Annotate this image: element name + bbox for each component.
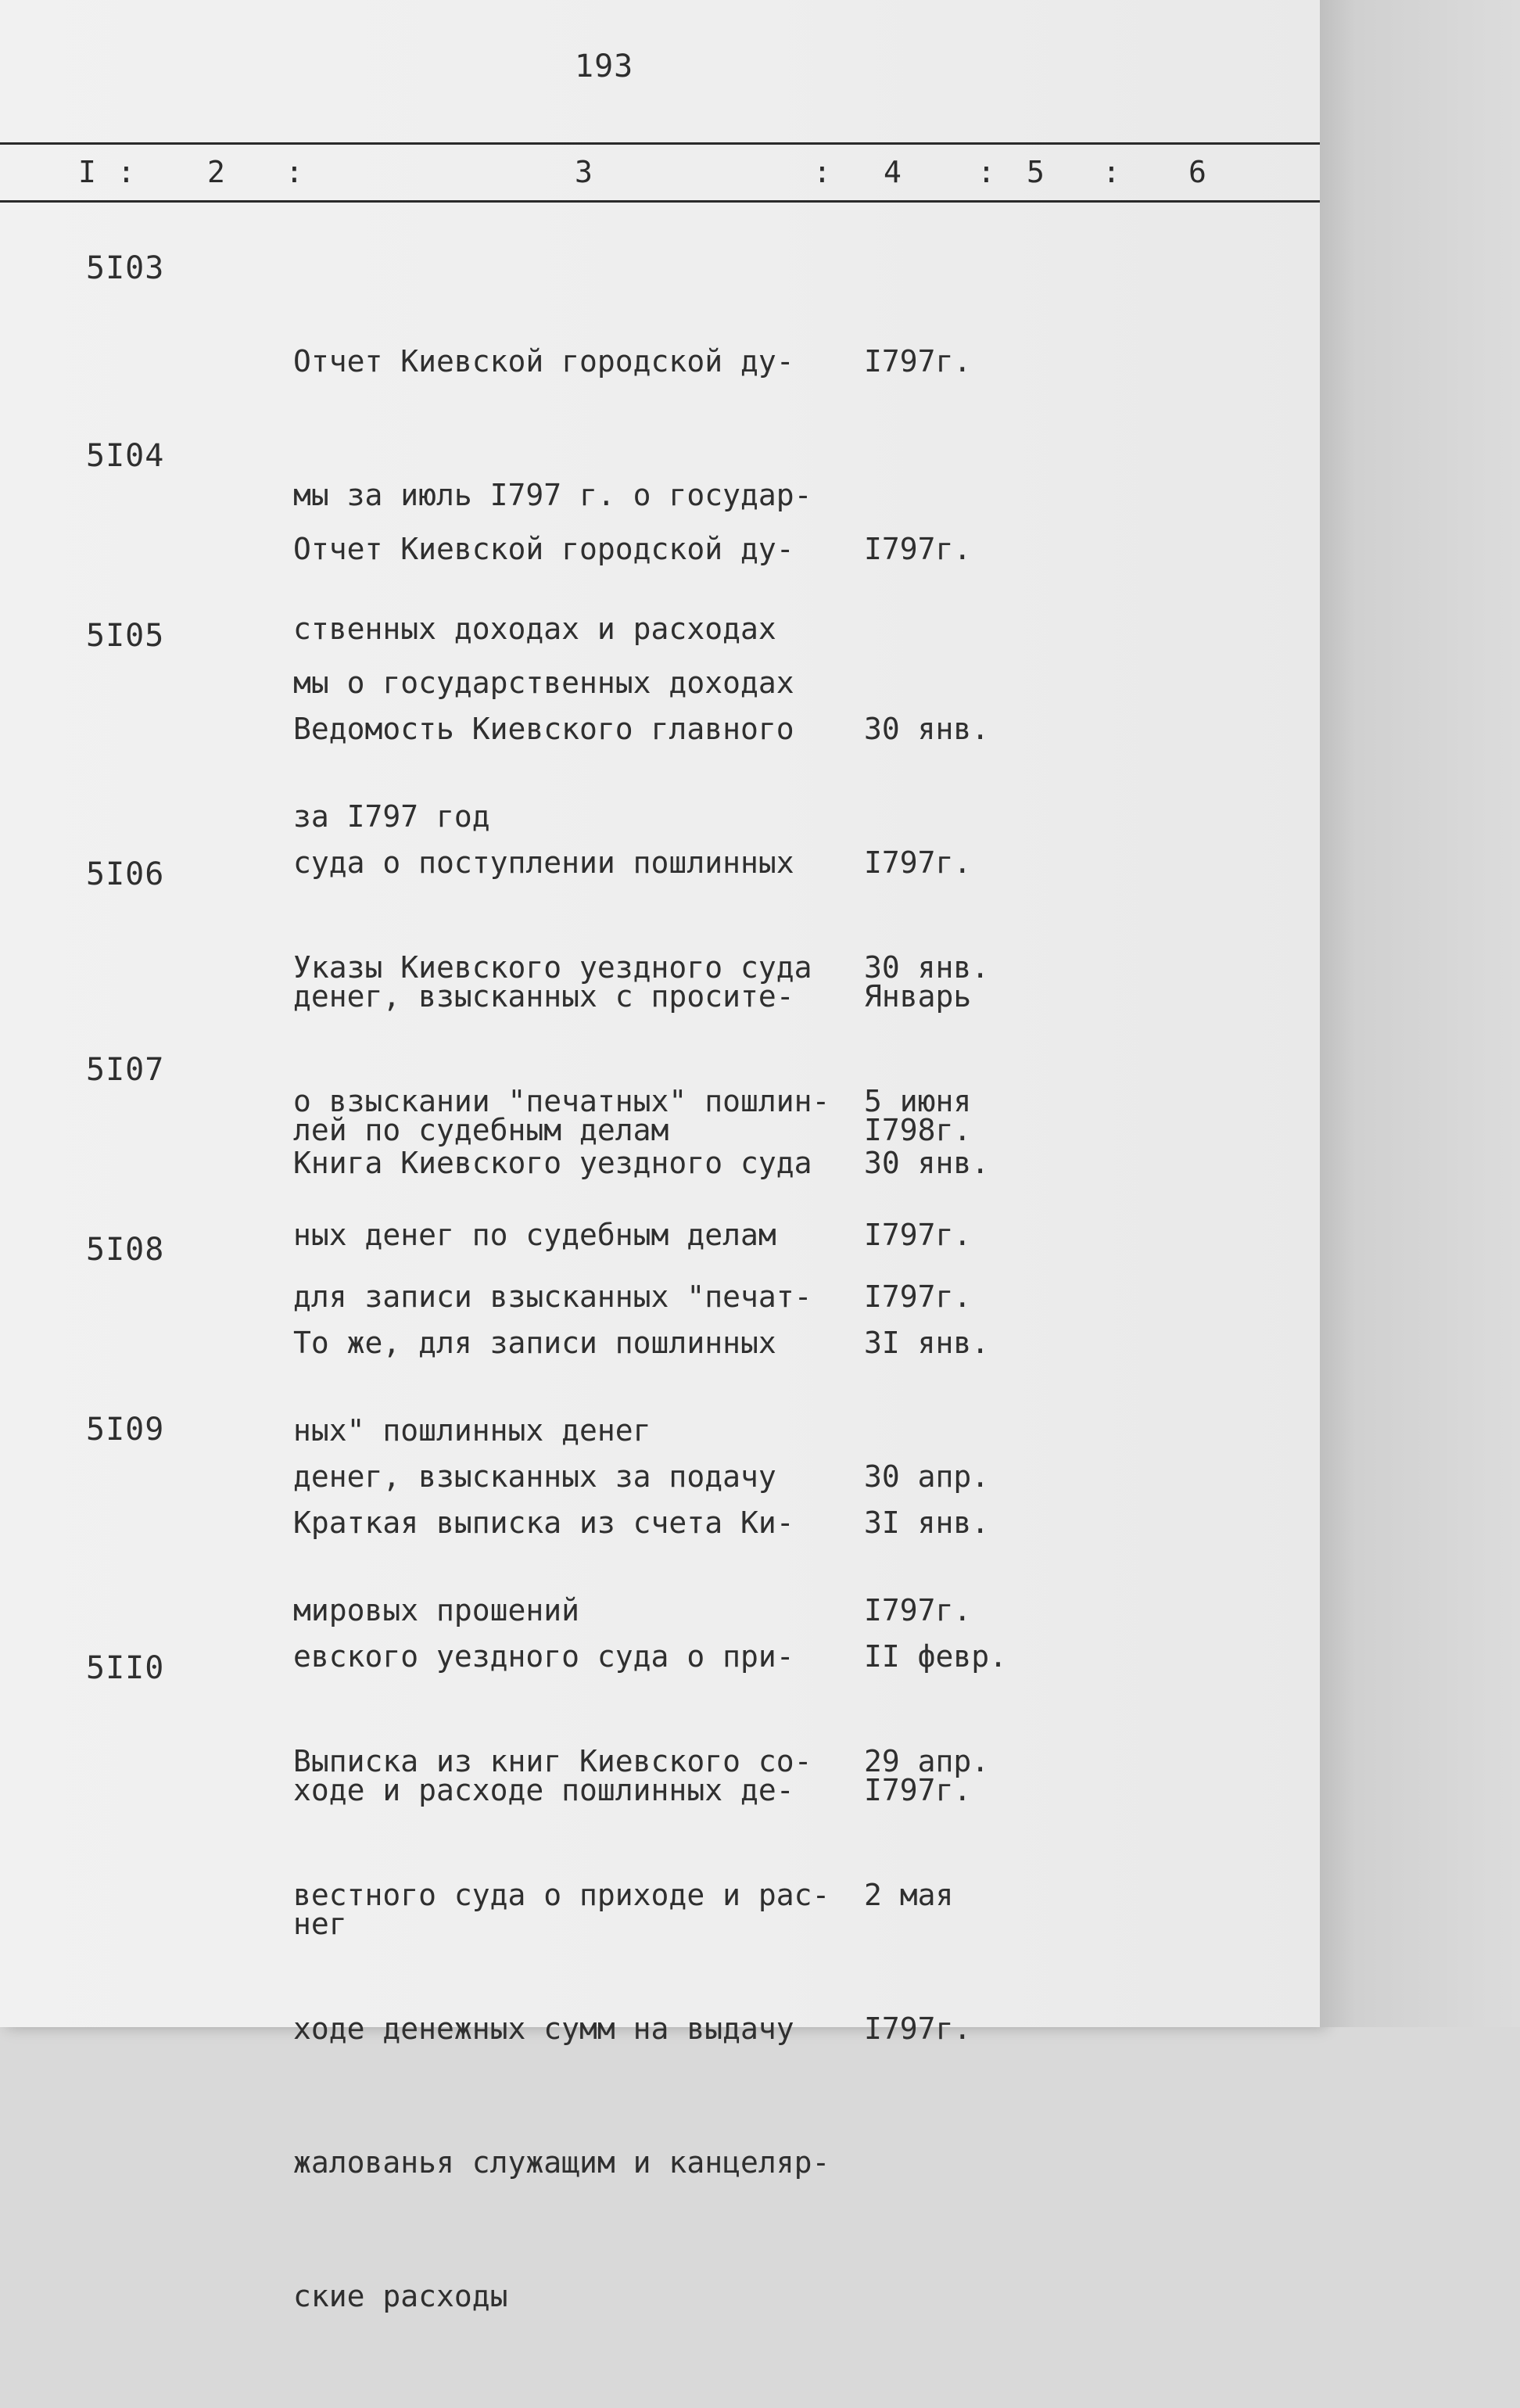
entry-title-line: Книга Киевского уездного суда	[293, 1146, 812, 1180]
column-header-separator: :	[117, 155, 135, 189]
entry-date-line: 30 янв.	[864, 1146, 990, 1180]
entry-title-line: за I797 год	[293, 799, 490, 834]
entry-date-line: 29 апр.	[864, 1744, 990, 1778]
entry-number: 5I06	[86, 856, 165, 892]
entry-number: 5I04	[86, 438, 165, 474]
column-header-4: 4	[884, 155, 902, 189]
entry-date-line: 3I янв.	[864, 1326, 990, 1360]
entry-title-line: мы о государственных доходах	[293, 666, 794, 700]
entry-date-line: II февр.	[864, 1639, 1008, 1674]
entry-date	[864, 1650, 1036, 2141]
entry-date-line: I797г.	[864, 2011, 972, 2046]
entry-date-line: I797г.	[864, 1218, 972, 1252]
entry-date-line: 30 янв.	[864, 712, 990, 746]
entry-date-line: I797г.	[864, 532, 972, 566]
entry-date-line: I797г.	[864, 1773, 972, 1807]
entry-number: 5I08	[86, 1232, 165, 1268]
entry-title-line: нег	[293, 1907, 347, 1941]
entry-date-line: I797г.	[864, 344, 972, 379]
column-header-separator: :	[813, 155, 831, 189]
header-rule-bottom	[0, 200, 1320, 203]
entry-title-line: Выписка из книг Киевского со-	[293, 1744, 812, 1778]
entry-title-line: Ведомость Киевского главного	[293, 712, 794, 746]
entry-number: 5II0	[86, 1650, 165, 1686]
entry-title-line: вестного суда о приходе и рас-	[293, 1878, 830, 1912]
entry-title-line: Указы Киевского уездного суда	[293, 950, 812, 985]
entry-number: 5I03	[86, 250, 165, 286]
entry-title-line: для записи взысканных "печат-	[293, 1279, 812, 1314]
entry-date-line: 5 июня	[864, 1084, 972, 1118]
entry-number: 5I07	[86, 1052, 165, 1088]
entry-date-line: 3I янв.	[864, 1505, 990, 1540]
column-header-6: 6	[1188, 155, 1206, 189]
entry-number: 5I05	[86, 618, 165, 654]
page-number: 193	[575, 48, 634, 84]
entry-date-line: 30 апр.	[864, 1459, 990, 1494]
column-header-3: 3	[575, 155, 593, 189]
entry-title-line: Краткая выписка из счета Ки-	[293, 1505, 794, 1540]
entry-title-line: денег, взысканных за подачу	[293, 1459, 776, 1494]
column-header-separator: :	[285, 155, 303, 189]
entry-title-line: суда о поступлении пошлинных	[293, 845, 794, 880]
entry-title-line: мировых прошений	[293, 1593, 580, 1627]
entry-title-line: ходе денежных сумм на выдачу	[293, 2011, 794, 2046]
entry-title	[293, 1650, 856, 2408]
entry-title-line: о взыскании "печатных" пошлин-	[293, 1084, 830, 1118]
entry-title-line: мы за июль I797 г. о государ-	[293, 478, 812, 512]
column-header-separator: :	[1102, 155, 1120, 189]
entry-date-line: I797г.	[864, 1279, 972, 1314]
entry-title-line: ские расходы	[293, 2279, 508, 2313]
column-header-1: I	[78, 155, 96, 189]
column-header-5: 5	[1027, 155, 1045, 189]
header-rule-top	[0, 142, 1320, 145]
entry-date-line: 30 янв.	[864, 950, 990, 985]
entry-title-line: жалованья служащим и канцеляр-	[293, 2145, 830, 2180]
entry-title-line: ных" пошлинных денег	[293, 1413, 651, 1448]
entry-date-line: 2 мая	[864, 1878, 954, 1912]
entry-date-line: I797г.	[864, 845, 972, 880]
entry-title-line: лей по судебным делам	[293, 1113, 669, 1147]
entry-title-line: ственных доходах и расходах	[293, 612, 776, 646]
entry-number: 5I09	[86, 1412, 165, 1448]
entry-title-line: ходе и расходе пошлинных де-	[293, 1773, 794, 1807]
column-header-2: 2	[207, 155, 225, 189]
entry-title-line: ных денег по судебным делам	[293, 1218, 776, 1252]
entry-date-line: I798г.	[864, 1113, 972, 1147]
entry-title-line: евского уездного суда о при-	[293, 1639, 794, 1674]
entry-date-line: I797г.	[864, 1593, 972, 1627]
background-edge	[1320, 0, 1520, 2027]
entry-title-line: денег, взысканных с просите-	[293, 979, 794, 1014]
entry-title-line: То же, для записи пошлинных	[293, 1326, 776, 1360]
entry-date-line: Январь	[864, 979, 972, 1014]
column-header-separator: :	[977, 155, 995, 189]
entry-title-line: Отчет Киевской городской ду-	[293, 344, 794, 379]
entry-title-line: Отчет Киевской городской ду-	[293, 532, 794, 566]
